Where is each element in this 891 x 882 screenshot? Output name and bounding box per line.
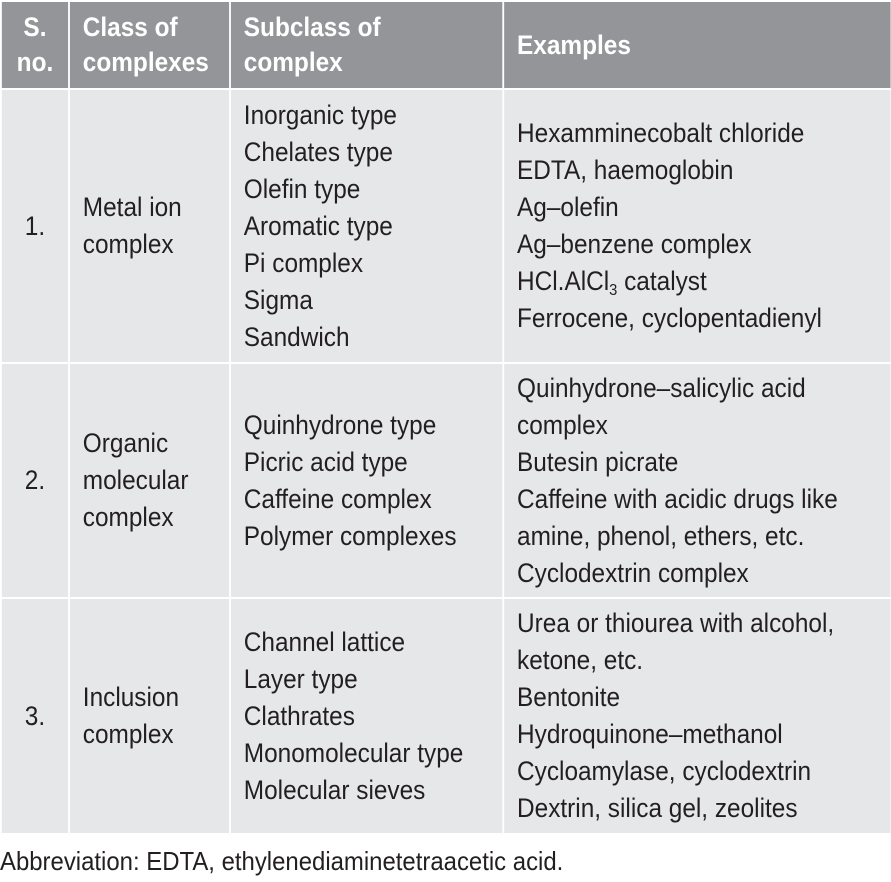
cell-line: Aromatic type [243,210,393,241]
cell-line: complex [517,409,608,440]
cell-line: Metal ion [82,192,182,222]
cell-line: Hydroquinone–methanol [517,719,783,749]
cell-line: Clathrates [243,700,355,731]
cell-line: Caffeine with acidic drugs like [517,483,838,514]
cell-line: Molecular sieves [243,774,426,805]
cell-line: Ag–olefin [517,192,619,222]
formula-suffix: catalyst [617,266,707,296]
cell-line: Sigma [243,284,313,315]
cell-line: complex [82,502,174,532]
formula-subscript: 3 [609,282,618,299]
cell-sno: 1. [1,89,69,363]
cell-line: Hexamminecobalt chloride [517,118,805,148]
abbreviation-footnote: Abbreviation: EDTA, ethylenediaminetetraacetic acid. [0,846,564,876]
header-text: S. [23,12,47,42]
header-row [1,1,891,89]
header-text: Subclass of [243,12,381,42]
cell-line: molecular [82,465,189,495]
cell-line: Sandwich [243,321,350,352]
cell-sno: 3. [1,598,69,834]
header-subclass [230,1,503,89]
header-text: complexes [82,47,209,77]
cell-class [69,89,230,363]
header-text: complex [243,47,343,77]
cell-line: Ferrocene, cyclopentadienyl [517,303,822,333]
cell-subclass [230,89,503,363]
cell-examples [503,598,891,834]
cell-line: ketone, etc. [517,645,644,675]
cell-line: Olefin type [243,173,361,204]
cell-line: amine, phenol, ethers, etc. [517,520,805,551]
cell-line: Ag–benzene complex [517,229,752,259]
cell-line: Urea or thiourea with alcohol, [517,608,835,638]
cell-line: Butesin picrate [517,446,679,477]
formula-text: HCl.AlCl [517,266,610,296]
header-sno [1,1,69,89]
cell-line: Cycloamylase, cyclodextrin [517,756,812,786]
cell-class [69,598,230,834]
cell-line: Monomolecular type [243,737,464,768]
cell-line: Layer type [243,663,358,694]
cell-line: complex [82,719,174,749]
table-row [1,89,891,363]
cell-line: Dextrin, silica gel, zeolites [517,793,798,823]
cell-line: Bentonite [517,682,621,712]
cell-line: Inorganic type [243,99,397,130]
cell-line: Picric acid type [243,446,408,477]
header-class [69,1,230,89]
cell-sno: 2. [1,363,69,598]
header-examples [503,1,891,89]
cell-line: Cyclodextrin complex [517,557,749,588]
cell-line-formula [517,263,891,300]
cell-line: Organic [82,428,169,458]
header-text: Class of [82,12,178,42]
cell-subclass [230,598,503,834]
table-body [1,89,891,834]
cell-examples [503,89,891,363]
cell-line: Inclusion [82,682,180,712]
cell-line: Polymer complexes [243,520,457,551]
table-row [1,598,891,834]
cell-line: Pi complex [243,247,364,278]
table-header [1,1,891,89]
cell-subclass [230,363,503,598]
header-text: no. [16,47,54,77]
cell-line: Chelates type [243,136,393,167]
header-text: Examples [517,29,631,60]
cell-line: Channel lattice [243,626,406,657]
cell-line: Caffeine complex [243,483,432,514]
cell-line: Quinhydrone type [243,409,437,440]
cell-line: Quinhydrone–salicylic acid [517,372,806,403]
table-row [1,363,891,598]
cell-line: EDTA, haemoglobin [517,155,734,185]
cell-class [69,363,230,598]
cell-line: complex [82,229,174,259]
cell-examples [503,363,891,598]
